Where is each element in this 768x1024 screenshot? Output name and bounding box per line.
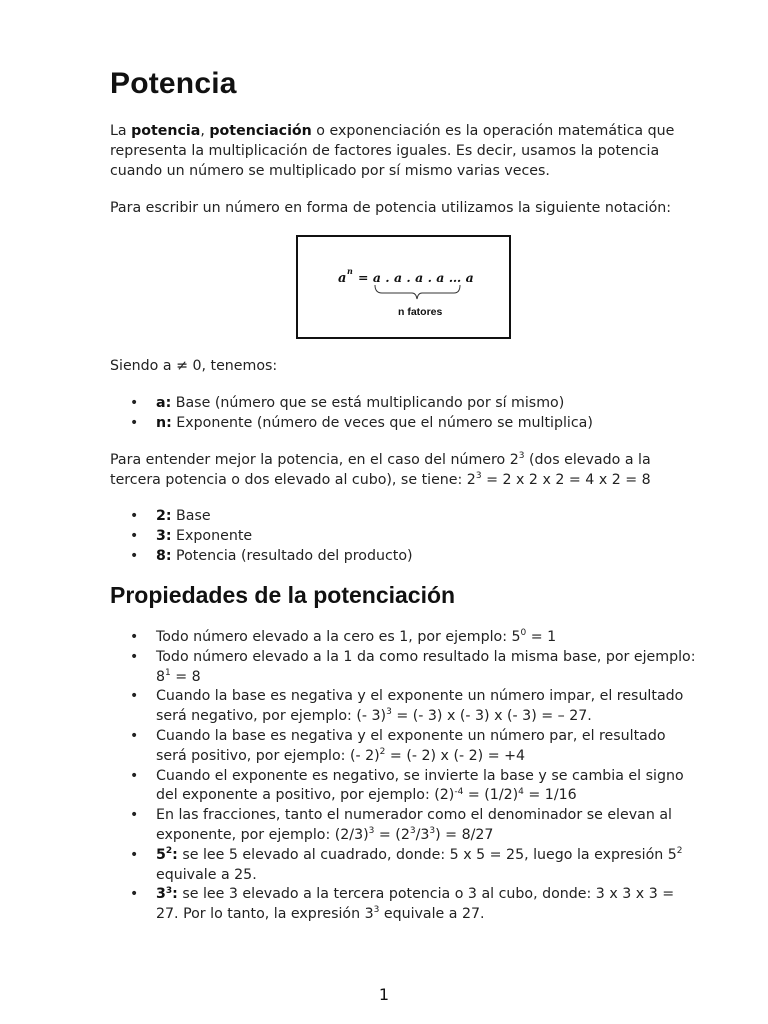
parts-list (110, 507, 700, 566)
figure-exponent: n (347, 266, 353, 276)
siendo-paragraph: Siendo a ≠ 0, tenemos: (110, 358, 278, 374)
figure-brace (375, 285, 460, 299)
figure-product: = a . a . a . a … a (358, 270, 474, 285)
definitions-list (110, 394, 700, 434)
list-item: • Todo número elevado a la 1 da como resultado la misma base, por ejemplo: $8^1 = 8$ (110, 648, 700, 688)
list-item: • Cuando la base es negativa y el exponente un número impar, el resultado será negativo, por ejemplo: (- 3)$^3$ = (- 3) x (- 3) x (- 3) = – 27. (110, 687, 700, 727)
list-item: • a: Base (número que se está multiplicando por sí mismo) (110, 394, 700, 414)
list-item: • $5^2$: se lee 5 elevado al cuadrado, donde: 5 x 5 = 25, luego la expresión $5^2$ equivale a 25. (110, 846, 700, 886)
list-item: • n: Exponente (número de veces que el número se multiplica) (110, 414, 700, 434)
properties-list (110, 628, 700, 925)
list-item: • 2: Base (110, 507, 700, 527)
list-item: • $3^3$: se lee 3 elevado a la tercera potencia o 3 al cubo, donde: 3 x 3 x 3 = 27. Por lo tanto, la expresión $3^3$ equivale a 27. (110, 885, 700, 925)
page-number: 1 (378, 985, 390, 1004)
list-item: • Cuando la base es negativa y el exponente un número par, el resultado será positivo, por ejemplo: (- 2)$^2$ = (- 2) x (- 2) = +4 (110, 727, 700, 767)
list-item: • Todo número elevado a la cero es 1, por ejemplo: $5^0 = 1$ (110, 628, 700, 648)
figure-base: a (338, 271, 347, 286)
figure-caption: n fatores (398, 306, 443, 318)
page-title: Potencia (110, 67, 237, 100)
term-potenciacion: potenciación (209, 123, 312, 139)
list-item: • Cuando el exponente es negativo, se invierte la base y se cambia el signo del exponente a positivo, por ejemplo: $(2)^{-4} = (1/2)^4 = 1/16$ (110, 767, 700, 807)
list-item: • En las fracciones, tanto el numerador como el denominador se elevan al exponente, por ejemplo: $(2/3)^3 = (2^3/3^3) = 8/27$ (110, 806, 700, 846)
example-paragraph: Para entender mejor la potencia, en el caso del número $2^3$ (dos elevado a la tercera potencia o dos elevado al cubo), se tiene: $2^3 = 2$ x 2 x 2 = 4 x 2 = 8 (110, 451, 651, 488)
notation-paragraph: Para escribir un número en forma de potencia utilizamos la siguiente notación: (110, 200, 672, 216)
intro-paragraph: La potencia, potenciación o exponenciación es la operación matemática que representa la multiplicación de factores iguales. Es decir, usamos la potencia cuando un número se multiplicado por sí mismo varias veces. (110, 123, 675, 179)
notation-figure (296, 235, 511, 339)
term-potencia: potencia (131, 123, 201, 139)
list-item: • 3: Exponente (110, 527, 700, 547)
section-title: Propiedades de la potenciación (110, 582, 456, 608)
list-item: • 8: Potencia (resultado del producto) (110, 547, 700, 567)
